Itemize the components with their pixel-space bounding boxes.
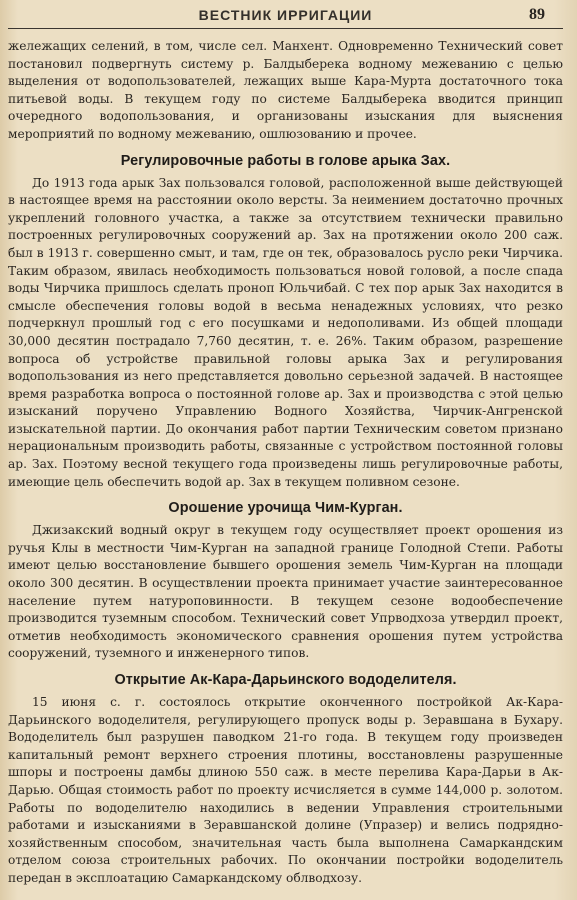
- page-number: 89: [529, 6, 545, 23]
- section-heading: Регулировочные работы в голове арыка Зах.: [120, 152, 451, 169]
- body-paragraph: До 1913 года арык Зах пользовался головой, расположенной выше действующей в настоящее время на расстоянии около версты. За неимением достаточно прочных укреплений головного участка, а также за отсутствием технически правильно построенных регулировочных сооружений ар. Зах на протяжении около 200 саж. был в 1913 г. совершенно смыт, и там, где он тек, образовалось русло реки Чирчика. Таким образом, явилась необходимость пользоваться новой головой, а после спада воды Чирчика пришлось сделать проноп Юльчибай. С тех пор арык Зах находится в смысле обеспечения головы водой в весьма ненадежных условиях, что резко подчеркнул прошлый год с его посушками и недополивами. Из общей площади 30,000 десятин пострадало 7,760 десятин, т. е. 26%. Таким образом, разрешение вопроса об устройстве правильной головы арыка Зах и регулирования водопользования из него представляется довольно серьезной задачей. В настоящее время разработка вопроса о постоянной голове ар. Зах и производства с этой целью изысканий поручено Управлению Водного Хозяйства, Чирчик-Ангренской изыскательной партии. До окончания работ партии Техническим советом признано нерациональным производить работы, связанные с устройством постоянной головы ар. Зах. Поэтому весной текущего года произведены лишь регулировочные работы, имеющие цель обеспечить водой ар. Зах в текущем поливном сезоне.: [8, 175, 563, 489]
- journal-title: ВЕСТНИК ИРРИГАЦИИ: [198, 7, 373, 23]
- running-header: [8, 4, 563, 29]
- body-paragraph: Джизакский водный округ в текущем году осуществляет проект орошения из ручья Клы в местности Чим-Курган на западной границе Голодной Степи. Работы имеют целью восстановление бывшего орошения земель Чим-Курган на площади около 300 десятин. В осуществлении проекта принимает участие заинтересованное население путем натуроповинности. В текущем сезоне водообеспечение производится туземным способом. Технический совет Упрводхоза утвердил проект, отметив необходимость экономического сравнения орошения путем устройства сооружений, туземного и инженерного типов.: [8, 523, 563, 661]
- section-heading: Орошение урочища Чим-Курган.: [168, 500, 403, 517]
- section-chim-kurgan-irrigation: [8, 500, 563, 663]
- body-paragraph: жележащих селений, в том, числе сел. Манхент. Одновременно Технический совет постановил подвергнуть систему р. Балдыберека водному межеванию с целью выделения от водопользователей, лежащих выше Кара-Мурта достаточного тока питьевой воды. В текущем году по системе Балдыберека вводится принцип очередного водопользования, и организованы изыскания для выяснения мероприятий по водному межеванию, ошлюзованию и прочее.: [8, 39, 563, 141]
- section-zakh-regulation: [8, 153, 563, 492]
- section-ak-kara-darya-divider: [8, 672, 563, 888]
- section-heading: Открытие Ак-Кара-Дарьинского вододелителя.: [114, 672, 457, 688]
- section-continued-text: [8, 38, 563, 144]
- body-paragraph: 15 июня с. г. состоялось открытие оконченного постройкой Ак-Кара-Дарьинского вододелителя, регулирующего пропуск воды р. Зеравшана в Бухару. Вододелитель был разрушен паводком 21-го года. В текущем году произведен капитальный ремонт верхнего строения плотины, восстановлены разрушенные шпоры и построены дамбы длиною 550 саж. в месте перелива Кара-Дарьи в Ак-Дарью. Общая стоимость работ по проекту исчисляется в сумме 144,000 р. золотом. Работы по вододелителю находились в ведении Управления строительными работами и изысканиями в Зеравшанской долине (Упразер) и велись подрядно-хозяйственным способом, значительная часть была выполнена Самаркандским отделом союза строительных рабочих. По окончании постройки вододелитель передан в эксплоатацию Самаркандскому облводхозу.: [8, 695, 563, 885]
